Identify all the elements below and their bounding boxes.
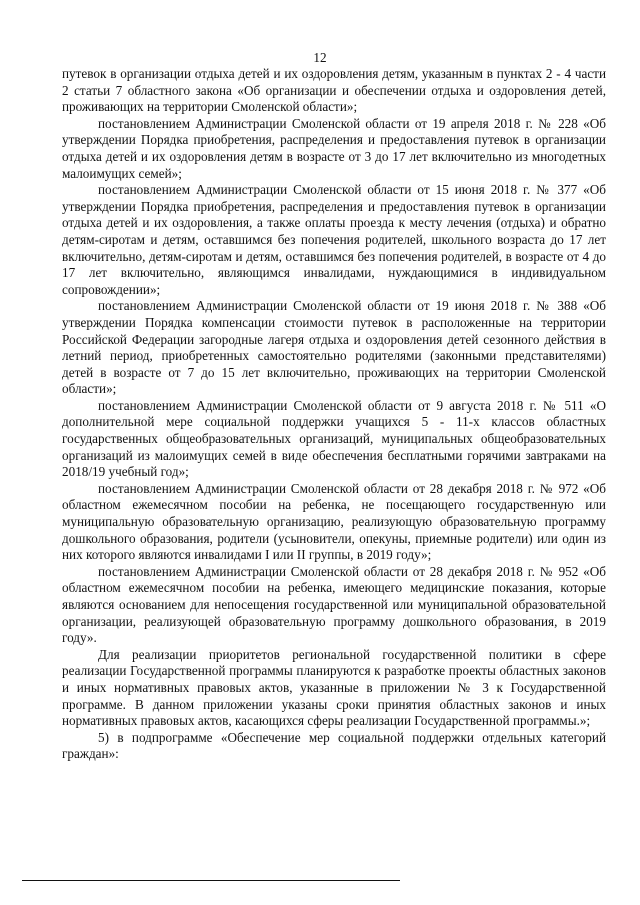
paragraph-6: постановлением Администрации Смоленской области от 28 декабря 2018 г. № 972 «Об областном ежемесячном пособии на ребенка, не посещающего государственную или муниципальную образовательную организацию, реализующую образовательную программу дошкольного образования, родители (усыновители, опекуны, приемные родители) или один из них которого являются инвалидами I или II группы, в 2019 году»; (62, 480, 606, 563)
document-body (62, 66, 606, 763)
paragraph-5: постановлением Администрации Смоленской области от 9 августа 2018 г. № 511 «О дополнительной мере социальной поддержки учащихся 5 - 11-х классов областных государственных общеобразовательных организаций, муниципальных общеобразовательных организаций из малоимущих семей в виде обеспечения бесплатными горячими завтраками на 2018/19 учебный год»; (62, 397, 606, 480)
paragraph-2: постановлением Администрации Смоленской области от 19 апреля 2018 г. № 228 «Об утверждении Порядка приобретения, распределения и предоставления путевок в организации отдыха детей и их оздоровления детям в возрасте от 3 до 17 лет включительно из многодетных малоимущих семей»; (62, 115, 606, 181)
footer-divider (22, 880, 400, 881)
paragraph-9: 5) в подпрограмме «Обеспечение мер социальной поддержки отдельных категорий граждан»: (62, 729, 606, 762)
paragraph-3: постановлением Администрации Смоленской области от 15 июня 2018 г. № 377 «Об утверждении Порядка приобретения, распределения и предоставления путевок в организации отдыха детей и их оздоровления, а также оплаты проезда к месту лечения (отдыха) и обратно детям-сиротам и детям, оставшимся без попечения родителей, школьного возраста до 17 лет включительно, детям-сиротам и детям, оставшимся без попечения родителей, в возрасте от 4 до 17 лет включительно, являющимся инвалидами, нуждающимися в индивидуальном сопровождении»; (62, 182, 606, 297)
paragraph-7: постановлением Администрации Смоленской области от 28 декабря 2018 г. № 952 «Об областном ежемесячном пособии на ребенка, имеющего медицинские показания, которые являются основанием для непосещения государственной или муниципальной образовательной организации, реализующей образовательную программу дошкольного образования, в 2019 году». (62, 563, 606, 646)
paragraph-1: путевок в организации отдыха детей и их оздоровления детям, указанным в пунктах 2 - 4 части 2 статьи 7 областного закона «Об организации и обеспечении отдыха и оздоровления детей, проживающих на территории Смоленской области»; (62, 66, 606, 115)
paragraph-4: постановлением Администрации Смоленской области от 19 июня 2018 г. № 388 «Об утверждении Порядка компенсации стоимости путевок в расположенные на территории Российской Федерации загородные лагеря отдыха и оздоровления детей сезонного действия в летний период, приобретенных самостоятельно родителями (законными представителями) детей в возрасте от 7 до 15 лет включительно, проживающих на территории Смоленской области»; (62, 298, 606, 397)
page-number: 12 (313, 50, 327, 65)
paragraph-8: Для реализации приоритетов региональной государственной политики в сфере реализации Государственной программы планируются к разработке проекты областных законов и иных нормативных правовых актов, указанные в приложении № 3 к Государственной программе. В данном приложении указаны сроки принятия областных законов и иных нормативных правовых актов, касающихся сферы реализации Государственной программы.»; (62, 646, 606, 729)
